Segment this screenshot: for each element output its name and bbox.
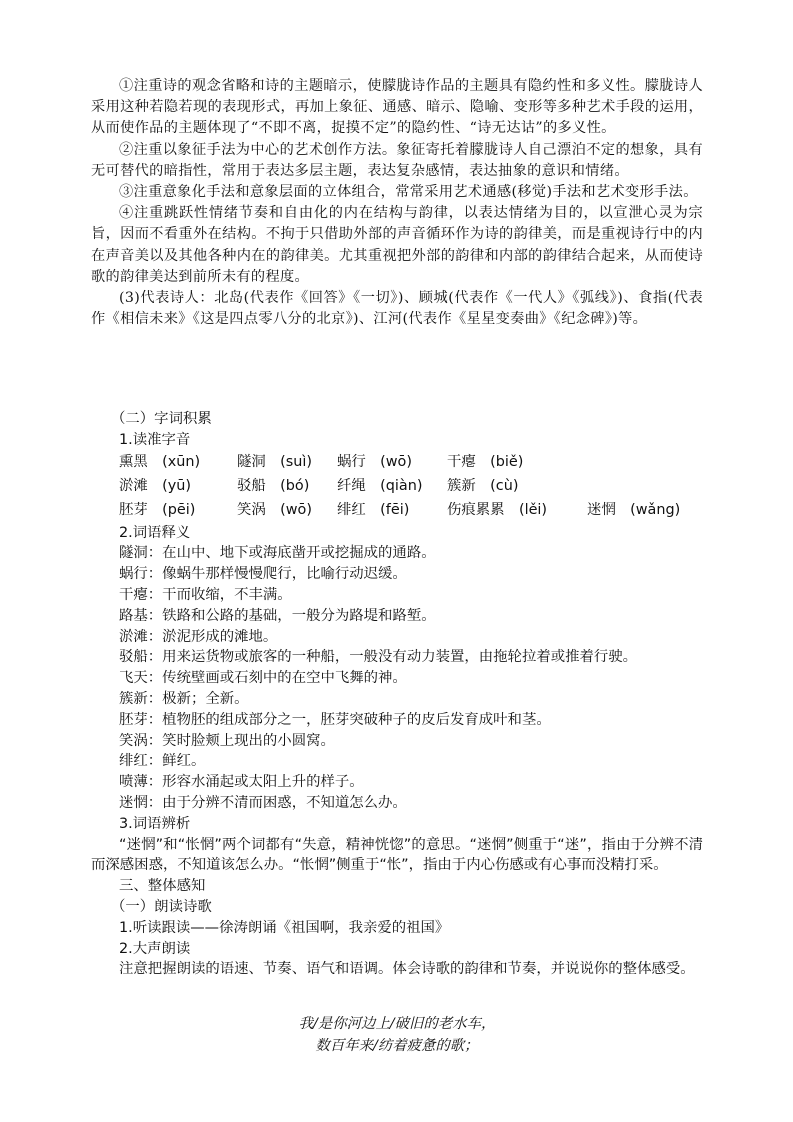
subheading-reading: （一）朗读诗歌 <box>111 898 212 915</box>
pinyin-item: 纤绳 (qiàn) <box>337 478 423 495</box>
pinyin-item: 笑涡 (wō) <box>237 502 312 519</box>
pinyin-item: 蜗行 (wō) <box>337 454 412 471</box>
pinyin-item: 迷惘 (wǎng) <box>587 502 681 519</box>
pinyin-item: 干瘪 (biě) <box>447 454 524 471</box>
poem-line: 数百年来/纺着疲惫的歌； <box>315 1038 479 1054</box>
pinyin-row <box>91 475 703 499</box>
meaning-item: 隧洞：在山中、地下或海底凿开或挖掘成的通路。 <box>119 545 436 562</box>
pinyin-item: 隧洞 (suì) <box>237 454 313 471</box>
pinyin-item: 熏黑 (xūn) <box>119 454 201 471</box>
meaning-item: 淤滩：淤泥形成的滩地。 <box>119 628 278 645</box>
pinyin-item: 淤滩 (yū) <box>119 478 192 495</box>
poetry-features-section <box>91 76 703 330</box>
analysis-paragraph: “迷惘”和“怅惘”两个词都有“失意，精神恍惚”的意思。“迷惘”侧重于“迷”，指由于分辨不清而深感困惑，不知道该怎么办。“怅惘”侧重于“怅”，指由于内心伤感或有心事而没精打采。 <box>91 836 703 874</box>
reading-step-2-text: 注意把握朗读的语速、节奏、语气和语调。体会诗歌的韵律和节奏，并说说你的整体感受。 <box>119 961 695 978</box>
reading-step-2: 2.大声朗读 <box>119 940 191 957</box>
vocabulary-section <box>91 409 703 980</box>
pinyin-row <box>91 451 703 475</box>
meaning-item: 笑涡：笑时脸颊上现出的小圆窝。 <box>119 732 335 749</box>
pinyin-item: 驳船 (bó) <box>237 478 310 495</box>
poem-excerpt <box>91 1013 703 1057</box>
meaning-item: 飞天：传统壁画或石刻中的在空中飞舞的神。 <box>119 670 407 687</box>
pinyin-row <box>91 499 703 523</box>
meaning-item: 蜗行：像蜗牛那样慢慢爬行，比喻行动迟缓。 <box>119 566 407 583</box>
pinyin-item: 绯红 (fēi) <box>337 502 410 519</box>
pinyin-item: 簇新 (cù) <box>447 478 519 495</box>
meaning-item: 簇新：极新；全新。 <box>119 690 249 707</box>
poem-line: 我/是你河边上/破旧的老水车， <box>298 1016 496 1032</box>
meaning-item: 胚芽：植物胚的组成部分之一，胚芽突破种子的皮后发育成叶和茎。 <box>119 711 551 728</box>
feature-1-paragraph: ①注重诗的观念省略和诗的主题暗示，使朦胧诗作品的主题具有隐约性和多义性。朦胧诗人采用这种若隐若现的表现形式，再加上象征、通感、暗示、隐喻、变形等多种艺术手段的运用，从而使作品的主题体现了“不即不离，捉摸不定”的隐约性、“诗无达诂”的多义性。 <box>91 78 703 137</box>
section-heading-overall: 三、整体感知 <box>119 878 206 895</box>
reading-step-1: 1.听读跟读——徐涛朗诵《祖国啊，我亲爱的祖国》 <box>119 919 450 936</box>
representative-poets-paragraph: (3)代表诗人：北岛(代表作《回答》《一切》)、顾城(代表作《一代人》《弧线》)、食指(代表作《相信未来》《这是四点零八分的北京》)、江河(代表作《星星变奏曲》《纪念碑》)等。 <box>91 290 703 328</box>
pinyin-item: 伤痕累累 (lěi) <box>447 502 548 519</box>
subheading-meanings: 2.词语释义 <box>119 524 191 541</box>
feature-3-paragraph: ③注重意象化手法和意象层面的立体组合，常常采用艺术通感(移觉)手法和艺术变形手法。 <box>119 184 698 201</box>
meaning-item: 干瘪：干而收缩，不丰满。 <box>119 586 292 603</box>
section-heading-words: （二）字词积累 <box>111 411 212 427</box>
meaning-item: 绯红：鲜红。 <box>119 753 206 770</box>
meaning-item: 迷惘：由于分辨不清而困惑，不知道怎么办。 <box>119 794 407 811</box>
feature-2-paragraph: ②注重以象征手法为中心的艺术创作方法。象征寄托着朦胧诗人自己漂泊不定的想象，具有无可替代的暗指性，常用于表达多层主题，表达复杂感情，表达抽象的意识和情绪。 <box>91 141 703 179</box>
pinyin-item: 胚芽 (pēi) <box>119 502 196 519</box>
subheading-pronunciation: 1.读准字音 <box>119 431 191 448</box>
meaning-item: 喷薄：形容水涌起或太阳上升的样子。 <box>119 774 364 791</box>
feature-4-paragraph: ④注重跳跃性情绪节奏和自由化的内在结构与韵律，以表达情绪为目的，以宣泄心灵为宗旨，因而不看重外在结构。不拘于只借助外部的声音循环作为诗的韵律美，而是重视诗行中的内在声音美以及其他各种内在的韵律美。尤其重视把外部的韵律和内部的韵律结合起来，从而使诗歌的韵律美达到前所未有的程度。 <box>91 205 703 285</box>
meaning-item: 路基：铁路和公路的基础，一般分为路堤和路堑。 <box>119 607 436 624</box>
meaning-item: 驳船：用来运货物或旅客的一种船，一般没有动力装置，由拖轮拉着或推着行驶。 <box>119 649 638 666</box>
subheading-analysis: 3.词语辨析 <box>119 815 191 832</box>
